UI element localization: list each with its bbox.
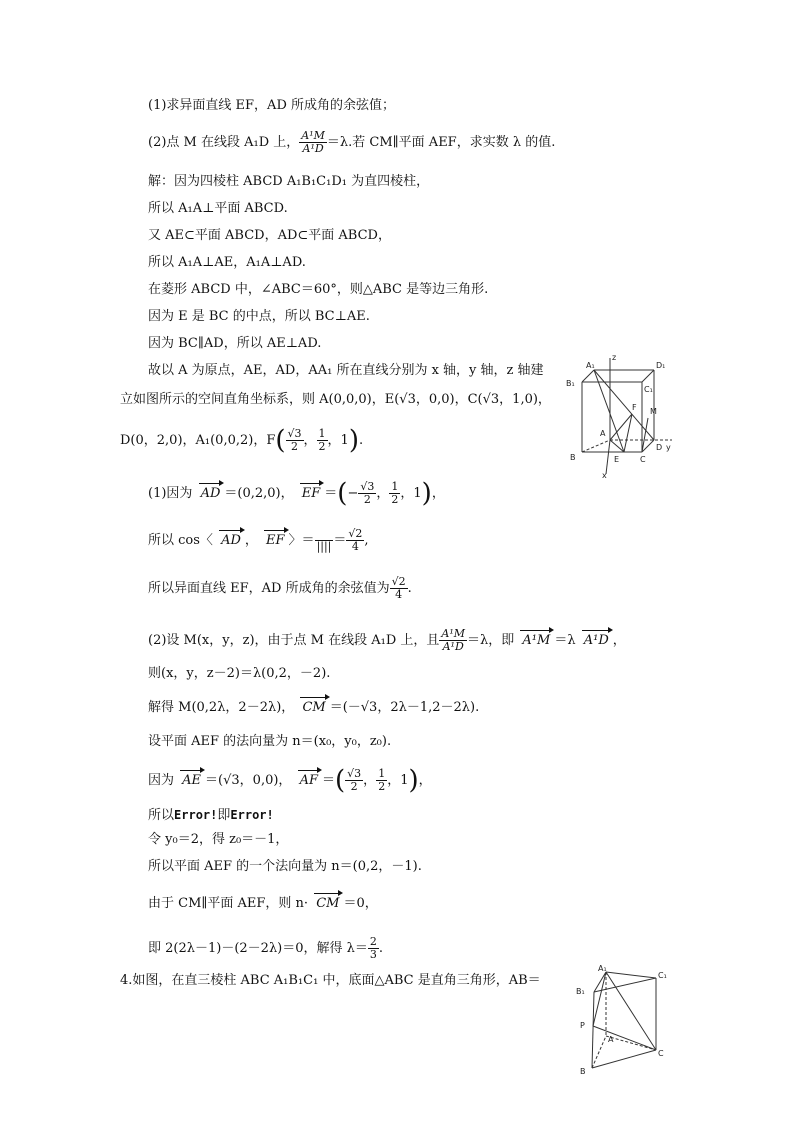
- solution-line-14: [148, 628, 626, 653]
- fraction-sqrt2-over-4: [346, 528, 364, 553]
- question-1: (1)求异面直线 EF，AD 所成角的余弦值；: [148, 98, 396, 113]
- cos-fraction: [315, 528, 334, 553]
- edge: [592, 1050, 656, 1068]
- paren-close: ): [408, 765, 419, 796]
- s11-pre: (1)因为: [148, 486, 193, 501]
- edge: [582, 370, 594, 382]
- edge: [582, 440, 610, 452]
- s13-pre: 所以异面直线 EF，AD 所成角的余弦值为: [148, 581, 390, 596]
- fraction-denominator: A¹D: [442, 640, 464, 653]
- label-C: C: [640, 455, 646, 464]
- s14-mid: ＝λ，即: [467, 633, 515, 648]
- s10-post: ，1: [327, 433, 349, 448]
- solution-line-22: [148, 896, 378, 912]
- edge: [642, 370, 654, 382]
- s22-post: ＝0，: [343, 896, 378, 911]
- solution-line-15: 则(x，y，z－2)＝λ(0,2，－2).: [148, 666, 331, 681]
- edge: [624, 414, 632, 452]
- label-B1: B₁: [566, 379, 575, 388]
- label-M: M: [650, 407, 657, 416]
- fraction-sqrt2-over-4: [390, 576, 408, 601]
- edge: [593, 972, 606, 1026]
- fraction-1-over-2: [389, 481, 400, 506]
- fraction-sqrt3-over-2: [286, 428, 304, 453]
- label-y: y: [666, 443, 671, 452]
- vector-AE: AE: [182, 773, 202, 788]
- fraction-numerator: 1: [391, 480, 399, 493]
- fraction-denominator: 2: [363, 493, 371, 506]
- figure-coordinate-prism: [562, 352, 682, 480]
- fraction-numerator: A¹M: [441, 627, 466, 640]
- ratio-fraction: [439, 628, 467, 653]
- solution-line-17: 设平面 AEF 的法向量为 n＝(x₀，y₀，z₀).: [148, 734, 392, 749]
- fraction-denominator: A¹D: [302, 142, 324, 155]
- vector-CM: CM: [302, 700, 326, 715]
- solution-line-12: 所以 cos〈 AD ， EF 〉＝ |||| ＝ $\frac{√2}{4}$ ,: [148, 527, 369, 553]
- solution-line-11: (1)因为 AD ＝(0,2,0)， EF ＝(− $\frac{√3}{2}$ ， $\frac{1}{2}$ ，1)，: [148, 478, 445, 509]
- s23-pre: 即 2(2λ－1)－(2－2λ)＝0，解得 λ＝: [148, 941, 368, 956]
- edge: [593, 1026, 656, 1050]
- paren-close: ): [421, 478, 432, 509]
- fraction-1-over-2: [376, 768, 387, 793]
- s16-post: ＝(－√3，2λ－1,2－2λ).: [329, 700, 480, 715]
- solution-line-5: 在菱形 ABCD 中，∠ABC＝60°，则△ABC 是等边三角形.: [148, 282, 489, 297]
- minus-sign: −: [347, 486, 359, 501]
- edge: [592, 992, 594, 1068]
- label-E: E: [614, 455, 620, 464]
- fraction-denominator: 2: [378, 780, 386, 793]
- s18-pre: 因为: [148, 773, 175, 788]
- fraction-denominator: ||||: [316, 540, 332, 553]
- s14-end: ，: [612, 633, 626, 648]
- problem-4-line: 4.如图，在直三棱柱 ABC A₁B₁C₁ 中，底面△ABC 是直角三角形，AB＝: [120, 973, 541, 988]
- edge: [594, 972, 606, 992]
- fraction-numerator: √3: [347, 767, 362, 780]
- q2-text-pre: (2)点 M 在线段 A₁D 上，: [148, 135, 300, 150]
- solution-line-2: 所以 A₁A⊥平面 ABCD.: [148, 201, 288, 216]
- s12-close: 〉＝: [288, 533, 315, 548]
- fraction-numerator: A¹M: [301, 129, 325, 142]
- ratio-fraction: [299, 130, 327, 155]
- label-A1: A₁: [598, 964, 607, 973]
- s12-sep: ，: [244, 533, 258, 548]
- solution-line-1: 解：因为四棱柱 ABCD A₁B₁C₁D₁ 为直四棱柱，: [148, 174, 430, 189]
- label-A: A: [608, 1035, 614, 1044]
- edge: [610, 414, 632, 440]
- question-2: [148, 130, 555, 155]
- fraction-numerator: √3: [287, 427, 302, 440]
- error-text: Error!: [174, 808, 218, 822]
- label-A: A: [600, 429, 606, 438]
- fraction-1-over-2: [317, 428, 328, 453]
- solution-line-7: 因为 BC∥AD，所以 AE⊥AD.: [148, 336, 322, 351]
- paren-close: ): [348, 425, 359, 456]
- error-text: Error!: [230, 808, 274, 822]
- x-axis: [606, 440, 610, 474]
- s16-pre: 解得 M(0,2λ，2－2λ)，: [148, 700, 295, 715]
- label-z: z: [612, 353, 617, 362]
- label-F: F: [632, 403, 637, 412]
- label-D1: D₁: [656, 361, 666, 370]
- solution-line-3: 又 AE⊂平面 ABCD，AD⊂平面 ABCD，: [148, 228, 391, 243]
- s18-eq: ＝: [321, 773, 335, 788]
- solution-line-18: 因为 AE ＝(√3，0,0)， AF ＝( $\frac{√3}{2}$ ， $\frac{1}{2}$ ，1)，: [148, 765, 432, 796]
- fraction-2-over-3: [368, 936, 379, 961]
- vector-AF: AF: [299, 773, 318, 788]
- s18-mid: ＝(√3，0,0)，: [205, 773, 292, 788]
- edge: [606, 972, 656, 978]
- solution-line-8: 故以 A 为原点，AE，AD，AA₁ 所在直线分别为 x 轴，y 轴，z 轴建: [148, 363, 544, 378]
- fraction-sqrt3-over-2: [358, 481, 376, 506]
- solution-line-21: 所以平面 AEF 的一个法向量为 n＝(0,2，－1).: [148, 859, 422, 874]
- label-C: C: [658, 1049, 664, 1058]
- solution-line-4: 所以 A₁A⊥AE，A₁A⊥AD.: [148, 255, 306, 270]
- vector-EF: EF: [301, 486, 321, 501]
- fraction-sqrt3-over-2: [345, 768, 363, 793]
- fraction-denominator: 2: [391, 493, 399, 506]
- figure-triangular-prism: [572, 964, 672, 1076]
- fraction-numerator: √2: [348, 527, 363, 540]
- fraction-denominator: 3: [369, 948, 377, 961]
- label-D: D: [656, 443, 663, 452]
- s18-tail: ，1: [387, 773, 409, 788]
- s19-mid: 即: [217, 808, 231, 823]
- s14-pre: (2)设 M(x，y，z)，由于点 M 在线段 A₁D 上，且: [148, 633, 440, 648]
- fraction-numerator: √2: [391, 575, 406, 588]
- solution-line-20: 令 y₀＝2，得 z₀＝－1，: [148, 832, 289, 847]
- s12-eq: ＝: [333, 533, 347, 548]
- solution-line-6: 因为 E 是 BC 的中点，所以 BC⊥AE.: [148, 309, 370, 324]
- s14-eq: ＝λ: [554, 633, 576, 648]
- fraction-numerator: 1: [318, 427, 326, 440]
- edge: [592, 1036, 606, 1068]
- vector-A1D: A¹D: [583, 633, 609, 648]
- label-B1: B₁: [576, 987, 585, 996]
- fraction-numerator: √3: [360, 480, 375, 493]
- s11-mid: ＝(0,2,0)，: [224, 486, 294, 501]
- s23-post: .: [378, 941, 384, 956]
- vector-AD: AD: [221, 533, 241, 548]
- label-B: B: [580, 1067, 586, 1076]
- vector-CM: CM: [316, 896, 340, 911]
- s22-pre: 由于 CM∥平面 AEF，则 n·: [148, 896, 309, 911]
- vector-EF: EF: [266, 533, 285, 548]
- fraction-numerator: 1: [378, 767, 386, 780]
- solution-line-16: [148, 700, 479, 716]
- fraction-denominator: 2: [350, 780, 358, 793]
- label-B: B: [570, 453, 576, 462]
- solution-line-13: 所以异面直线 EF，AD 所成角的余弦值为 $\frac{√2}{4}$ .: [148, 575, 412, 601]
- s12-pre: 所以 cos〈: [148, 533, 213, 548]
- fraction-denominator: 4: [395, 588, 403, 601]
- fraction-denominator: 2: [291, 440, 299, 453]
- s10-pre: D(0，2,0)，A₁(0,0,2)，F: [120, 433, 276, 448]
- paren-open: (: [335, 765, 346, 796]
- paren-open: (: [275, 425, 286, 456]
- solution-line-23: [148, 936, 383, 961]
- solution-line-10: D(0，2,0)，A₁(0,0,2)，F( $\frac{√3}{2}$ ， $\frac{1}{2}$ ，1).: [120, 425, 364, 456]
- q2-text-post: ＝λ.若 CM∥平面 AEF，求实数 λ 的值.: [326, 135, 556, 150]
- vector-AD: AD: [200, 486, 221, 501]
- s19-pre: 所以: [148, 808, 175, 823]
- fraction-numerator: 2: [369, 935, 377, 948]
- fraction-denominator: 4: [351, 540, 359, 553]
- label-C1: C₁: [644, 385, 653, 394]
- fraction-denominator: 2: [318, 440, 326, 453]
- s11-eq: ＝: [324, 486, 338, 501]
- paren-open: (: [337, 478, 348, 509]
- label-A1: A₁: [586, 361, 595, 370]
- solution-line-19: [148, 807, 274, 824]
- label-x: x: [602, 471, 607, 480]
- solution-line-9: 立如图所示的空间直角坐标系，则 A(0,0,0)，E(√3，0,0)，C(√3，1,0)，: [120, 392, 551, 407]
- s11-tail: ，1: [400, 486, 422, 501]
- label-P: P: [580, 1021, 585, 1030]
- vector-A1M: A¹M: [522, 633, 551, 648]
- label-C1: C₁: [658, 971, 667, 980]
